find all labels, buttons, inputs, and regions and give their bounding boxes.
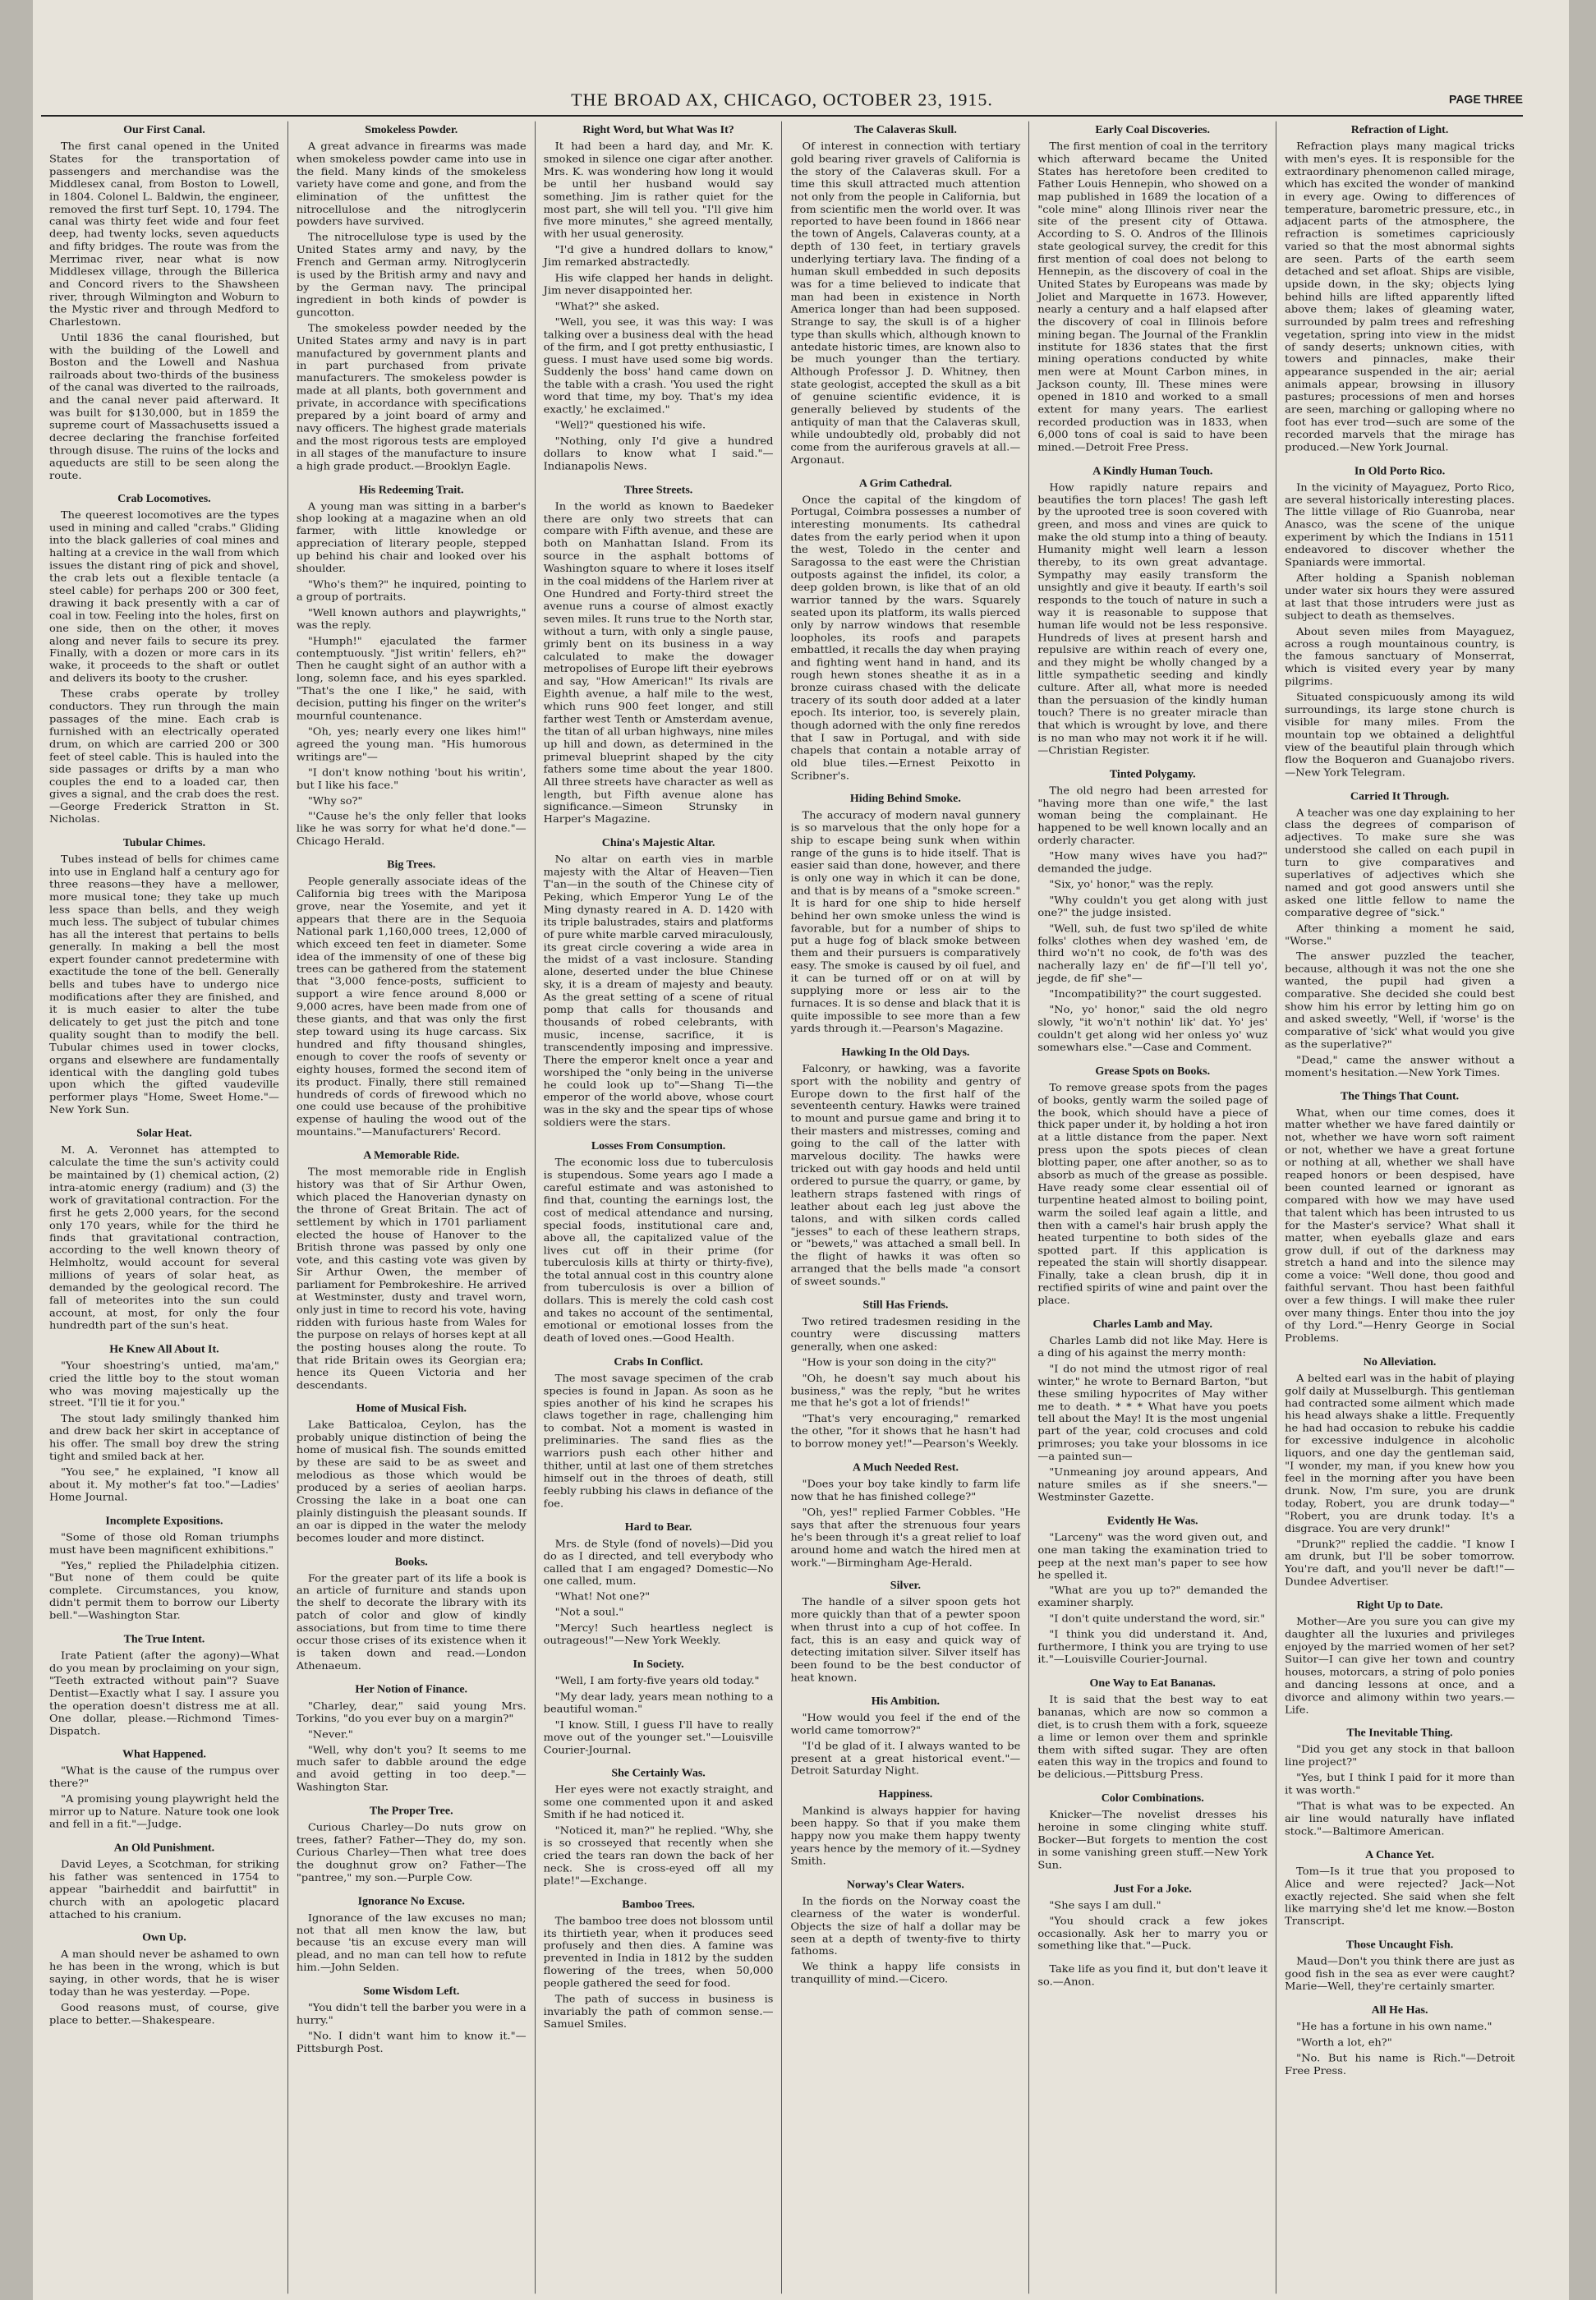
article-paragraph: "What! Not one?" bbox=[554, 1591, 651, 1603]
article bbox=[1037, 1318, 1267, 1504]
article bbox=[790, 794, 1020, 1036]
article-headline: A Chance Yet. bbox=[1365, 1849, 1434, 1861]
article-paragraph: A teacher was one day explaining to her class the degrees of comparison of adjectives. To make sure she was understood she called on each pupil in turn to give comparatives and superlatives of adjectives which she named and got good answers until she asked one little fellow to name the comparative degree of "sick." bbox=[1285, 807, 1515, 919]
article-paragraph: "Yes," replied the Philadelphia citizen. "But none of them could be quite complete. Circumstances, you know, didn't permit them to borrow our Liberty bell."—Washington Star. bbox=[49, 1560, 279, 1622]
article bbox=[49, 1516, 279, 1623]
article-paragraph: "Your shoestring's untied, ma'am," cried the little boy to the stout woman who was moving majestically up the street. "I'll tie it for you." bbox=[49, 1359, 279, 1410]
article-headline: She Certainly Was. bbox=[611, 1768, 706, 1780]
article bbox=[1285, 1849, 1515, 1928]
article-paragraph: Mother—Are you sure you can give my daughter all the luxuries and privileges enjoyed by the married women of her set? Suitor—I can give her town and country houses, motorcars, a string of polo ponies and dancing lessons at once, and a divorce and alimony within two years.—Life. bbox=[1285, 1616, 1515, 1716]
article-paragraph: "Mercy! Such heartless neglect is outrageous!"—New York Weekly. bbox=[543, 1622, 774, 1648]
article-paragraph: "How is your son doing in the city?" bbox=[802, 1356, 996, 1369]
article-paragraph: Knicker—The novelist dresses his heroine in some clinging white stuff. Bocker—But forgets to mention the cost in some vanishing green stuff.—New York Sun. bbox=[1037, 1809, 1268, 1872]
article-paragraph: "What are you up to?" demanded the examiner sharply. bbox=[1037, 1585, 1268, 1610]
article-paragraph: It had been a hard day, and Mr. K. smoked in silence one cigar after another. Mrs. K. was wondering how long it would be until her husband would say something. Jim is rather quiet for the most part, she will tell you. "I'll give him five more minutes," she agreed mentally, with her usual generosity. bbox=[543, 140, 774, 241]
article-headline: The Inevitable Thing. bbox=[1346, 1727, 1453, 1740]
article-headline: In Old Porto Rico. bbox=[1354, 465, 1446, 477]
article-headline: A Grim Cathedral. bbox=[858, 477, 952, 490]
article bbox=[544, 838, 774, 1130]
article-headline: Our First Canal. bbox=[123, 124, 205, 136]
article bbox=[1037, 1065, 1267, 1308]
article-headline: China's Majestic Altar. bbox=[601, 837, 715, 849]
article-headline: Hawking In the Old Days. bbox=[841, 1046, 970, 1059]
article-headline: Silver. bbox=[890, 1580, 921, 1593]
newspaper-column-6 bbox=[1276, 122, 1523, 2294]
article bbox=[544, 1658, 774, 1756]
newspaper-column-1 bbox=[41, 122, 287, 2294]
article-paragraph: "You see," he explained, "I know all about it. My mother's fat too."—Ladies' Home Journal. bbox=[49, 1466, 279, 1504]
article-paragraph: We think a happy life consists in tranquillity of mind.—Cicero. bbox=[790, 1962, 1021, 1986]
article bbox=[790, 1462, 1020, 1570]
article-paragraph: "Well, why don't you? It seems to me much safer to dabble around the edge and avoid getting in too deep."—Washington Star. bbox=[296, 1744, 527, 1794]
article-paragraph: "I'd give a hundred dollars to know," Jim remarked abstractedly. bbox=[543, 244, 774, 269]
article-headline: Books. bbox=[394, 1556, 428, 1568]
article-headline: His Ambition. bbox=[871, 1695, 941, 1708]
article-paragraph: Refraction plays many magical tricks with men's eyes. It is responsible for the extraordinary phenomenon called mirage, which has excited the wonder of mankind in every age. Owing to differences of temperature, barometric pressure, etc., in adjacent parts of the atmosphere, the refraction is sometimes capriciously varied so that the most abnormal sights are seen. Parts of the earth seem detached and set afloat. Ships are visible, upside down, in the sky; objects lying behind hills are lifted apparently lifted above them; lakes of gleaming water, surrounded by palm trees and refreshing vegetation, spring into view in the midst of sandy deserts; unknown cities, with towers and pinnacles, make their appearance suspended in the air; aerial animals appear, browsing in illusory pastures; processions of men and horses are seen, marching or galloping where no foot has ever trod—such are some of the recorded marvels that the mirage has produced.—New York Journal. bbox=[1285, 140, 1515, 454]
article-headline: Own Up. bbox=[142, 1932, 186, 1945]
article-paragraph: Tubes instead of bells for chimes came into use in England half a century ago for three reasons—they have a mellower, more musical tone; they take up much less space than bells, and they weigh much less. The subject of tubular chimes has all the interest that pertains to bells generally. In making a bell the most expert founder cannot predetermine with exactitude the tone of the bell. Generally bells and tubes have to undergo nice modifications after they are finished, and it is much easier to alter the tube delicately to get just the pitch and tone quality sought than to modify the bell. Tubular chimes used in tower clocks, organs and elsewhere are fundamentally identical with the dangling gold tubes upon which the gifted vaudeville performer plays "Home, Sweet Home."—New York Sun. bbox=[49, 853, 279, 1117]
article-paragraph: "Well known authors and playwrights," was the reply. bbox=[296, 607, 527, 632]
article bbox=[544, 484, 774, 826]
article-paragraph: "She says I am dull." bbox=[1049, 1899, 1161, 1912]
article-paragraph: These crabs operate by trolley conductors. They run through the main passages of the mine. Each crab is furnished with an electrically operated drum, on which are carried 200 or 300 feet of steel cable. This is hauled into the side passages or drifts by a man who couples the end to a loaded car, then gives a signal, and the crab does the rest.—George Frederick Stratton in St. Nicholas. bbox=[49, 688, 279, 826]
article-paragraph: "You didn't tell the barber you were in a hurry." bbox=[296, 2002, 527, 2027]
article bbox=[49, 1344, 279, 1505]
article bbox=[1285, 1356, 1515, 1589]
article-paragraph: To remove grease spots from the pages of books, gently warm the soiled page of the book, which should have a piece of thick paper under it, by holding a hot iron at a little distance from the paper. Next press upon the spots pieces of clean blotting paper, one after another, so as to absorb as much of the grease as possible. Have ready some clear essential oil of turpentine heated almost to boiling point, warm the soiled leaf again a little, and then with a camel's hair brush apply the heated turpentine to both sides of the spotted part. If this application is repeated the stain will shortly disappear. Finally, take a clean brush, dip it in rectified spirits of wine and paint over the place. bbox=[1037, 1082, 1268, 1307]
article-paragraph: The smokeless powder needed by the United States army and navy is in part manufactured by government plants and in part purchased from private manufacturers. The smokeless powder is made at all plants, both government and private, in accordance with specifications prepared by a joint board of army and navy officers. The highest grade materials and the most rigorous tests are employed in all stages of the manufacture to insure a high grade product.—Brooklyn Eagle. bbox=[296, 322, 527, 473]
article-paragraph: In the vicinity of Mayaguez, Porto Rico, are several historically interesting places. The little village of Rio Guanroba, near Anasco, was the scene of the unique experiment by which the Indians in 1511 endeavored to discover whether the Spaniards were immortal. bbox=[1285, 481, 1515, 569]
article-headline: Grease Spots on Books. bbox=[1095, 1065, 1211, 1078]
article-paragraph: Ignorance of the law excuses no man; not that all men know the law, but because 'tis an excuse every man will plead, and no man can tell how to refute him.—John Selden. bbox=[296, 1911, 527, 1975]
article-headline: Refraction of Light. bbox=[1350, 124, 1449, 136]
article-headline: Some Wisdom Left. bbox=[363, 1985, 460, 1998]
article bbox=[49, 1933, 279, 2027]
article bbox=[544, 1899, 774, 2031]
article bbox=[297, 1403, 527, 1545]
article bbox=[1037, 1677, 1267, 1782]
article-paragraph: "No, yo' honor," said the old negro slowly, "it wo'n't nothin' lik' dat. Yo' jes' couldn't get along wid her onless yo' wuz somewhars else."—Case and Comment. bbox=[1037, 1004, 1268, 1054]
article bbox=[49, 1634, 279, 1738]
article-headline: Incomplete Expositions. bbox=[105, 1515, 223, 1528]
article-paragraph: "My dear lady, years mean nothing to a beautiful woman." bbox=[543, 1690, 774, 1716]
article-paragraph: Maud—Don't you think there are just as good fish in the sea as ever were caught? Marie—Well, they're certainly smarter. bbox=[1285, 1956, 1515, 1994]
page-number-label: PAGE THREE bbox=[1449, 93, 1523, 106]
article bbox=[1037, 1793, 1267, 1872]
article-paragraph: "Well, I am forty-five years old today." bbox=[554, 1675, 760, 1687]
article-paragraph: What, when our time comes, does it matter whether we have fared daintily or not, whether we have worn soft raiment or not, whether we have a great fortune or nothing at all, whether we shall have reaped honors or been despised, have been counted learned or ignorant as compared with how we may have used that talent which has been intrusted to us for the Master's service? What shall it matter, when eyeballs glaze and ears grow dull, if out of the darkness may stretch a hand and into the silence may come a voice: "Well done, thou good and faithful servant. Thou hast been faithful over a few things. I will make thee ruler over many things. Enter thou into the joy of thy Lord."—Henry George in Social Problems. bbox=[1285, 1106, 1515, 1345]
article-headline: The Things That Count. bbox=[1340, 1090, 1460, 1103]
article-paragraph: In the world as known to Baedeker there are only two streets that can compare with Fifth avenue, and these are both on Manhattan Island. From its source in the asphalt bottoms of Washington square to where it loses itself in the coal middens of the Harlem river at One Hundred and Forty-third street the avenue runs a course of almost exactly seven miles. It runs true to the North star, without a turn, with only a single pause, grimly bent on its business in a way calculated to make the dowager metropolises of Europe lift their eyebrows and say, "How American!" Its rivals are Eighth avenue, a half mile to the west, which runs 900 feet longer, and still farther west Tenth or Amsterdam avenue, the titan of all urban highways, nine miles up hill and down, as determined in the primeval blueprint shaped by the city fathers some time about the year 1800. All three streets have character as well as length, but Fifth avenue alone has significance.—Simeon Strunsky in Harper's Magazine. bbox=[543, 500, 774, 826]
article-headline: Smokeless Powder. bbox=[365, 124, 458, 136]
article-headline: Tinted Polygamy. bbox=[1109, 768, 1196, 780]
article-headline: A Memorable Ride. bbox=[363, 1150, 460, 1162]
article-headline: In Society. bbox=[632, 1658, 684, 1671]
article bbox=[297, 1556, 527, 1672]
article-paragraph: "Humph!" ejaculated the farmer contemptuously. "Jist writin' fellers, eh?" Then he caught sight of an author with a long, solemn face, and his eyes sparkled. "That's the one I like," he said, with decision, putting his finger on the writer's mournful countenance. bbox=[296, 635, 527, 723]
article-paragraph: "Why couldn't you get along with just one?" the judge insisted. bbox=[1037, 895, 1268, 919]
article bbox=[297, 1150, 527, 1392]
article bbox=[1037, 1883, 1267, 1953]
article-paragraph: The bamboo tree does not blossom until its thirtieth year, when it produces seed profusely and then dies. A famine was prevented in India in 1812 by the sudden flowering of the trees, when 50,000 people gathered the seed for food. bbox=[543, 1915, 774, 1990]
article bbox=[297, 1806, 527, 1884]
article-headline: The Calaveras Skull. bbox=[853, 124, 957, 136]
article bbox=[1037, 1516, 1267, 1667]
article-paragraph: Good reasons must, of course, give place to better.—Shakespeare. bbox=[49, 2002, 279, 2027]
article-paragraph: "Larceny" was the word given out, and one man taking the examination tried to peep at the next man's paper to see how he spelled it. bbox=[1037, 1531, 1268, 1582]
article-paragraph: His wife clapped her hands in delight. Jim never disappointed her. bbox=[543, 272, 774, 297]
article-headline: His Redeeming Trait. bbox=[359, 484, 464, 496]
article-headline: An Old Punishment. bbox=[113, 1842, 215, 1855]
article-paragraph: "I know. Still, I guess I'll have to really move out of the younger set."—Louisville Courier-Journal. bbox=[543, 1718, 774, 1756]
article-headline: Early Coal Discoveries. bbox=[1095, 124, 1211, 136]
article-paragraph: "Oh, yes; nearly every one likes him!" agreed the young man. "His humorous writings are"— bbox=[296, 726, 527, 763]
article-headline: Ignorance No Excuse. bbox=[357, 1895, 465, 1908]
article bbox=[49, 837, 279, 1116]
article bbox=[1037, 769, 1267, 1055]
article-paragraph: "Does your boy take kindly to farm life now that he has finished college?" bbox=[790, 1478, 1021, 1503]
article-paragraph: "I don't quite understand the word, sir." bbox=[1049, 1613, 1266, 1626]
newspaper-column-5 bbox=[1028, 122, 1276, 2294]
article-paragraph: "What is the cause of the rumpus over there?" bbox=[49, 1765, 279, 1790]
article bbox=[1285, 125, 1515, 454]
article-headline: Those Uncaught Fish. bbox=[1345, 1939, 1454, 1952]
article bbox=[1037, 1964, 1267, 1990]
article-headline: Home of Musical Fish. bbox=[356, 1403, 467, 1415]
article-paragraph: "'Cause he's the only feller that looks like he was sorry for what he'd done."—Chicago Herald. bbox=[296, 811, 527, 848]
article-paragraph: "Noticed it, man?" he replied. "Why, she is so crosseyed that recently when she cried the tears ran down the back of her neck. She is cross-eyed off all my plate!"—Exchange. bbox=[543, 1824, 774, 1888]
article-paragraph: "How many wives have you had?" demanded the judge. bbox=[1037, 850, 1268, 876]
article-paragraph: Mankind is always happier for having been happy. So that if you make them happy now you make them happy twenty years hence by the memory of it.—Sydney Smith. bbox=[790, 1806, 1021, 1868]
article-paragraph: Until 1836 the canal flourished, but with the building of the Lowell and Boston and the Lowell and Nashua railroads about two-thirds of the business of the canal was diverted to the railroads, and the canal never paid afterward. It was built for $130,000, but in 1859 the supreme court of Massachusetts issued a decree declaring the franchise forfeited through disuse. The ruins of the locks and aqueducts are still to be seen along the route. bbox=[49, 332, 279, 482]
article bbox=[790, 1879, 1020, 1987]
article-headline: Color Combinations. bbox=[1101, 1792, 1204, 1806]
article-paragraph: Take life as you find it, but don't leave it so.—Anon. bbox=[1037, 1963, 1268, 1989]
article-paragraph: "Not a soul." bbox=[554, 1607, 624, 1619]
article-paragraph: "Nothing, only I'd give a hundred dollars to know what I said."—Indianapolis News. bbox=[543, 435, 774, 473]
article bbox=[790, 1580, 1020, 1685]
article-headline: Charles Lamb and May. bbox=[1092, 1318, 1212, 1331]
article-paragraph: The old negro had been arrested for "having more than one wife," the last woman being the complainant. He happened to be well known locally and an orderly character. bbox=[1037, 784, 1268, 848]
article-paragraph: The handle of a silver spoon gets hot more quickly than that of a pewter spoon when thrust into a cup of hot coffee. In fact, this is an easy and quick way of detecting imitation silver. Silver itself has been found to be the best conductor of heat known. bbox=[790, 1597, 1021, 1685]
article-paragraph: "He has a fortune in his own name." bbox=[1296, 2021, 1493, 2033]
article bbox=[790, 1046, 1020, 1289]
article-paragraph: "Six, yo' honor," was the reply. bbox=[1049, 879, 1214, 891]
newspaper-columns bbox=[41, 122, 1523, 2294]
article bbox=[1285, 465, 1515, 779]
article-paragraph: "Unmeaning joy around appears, And nature smiles as if she sneers."—Westminster Gazette. bbox=[1037, 1466, 1268, 1504]
article bbox=[790, 125, 1020, 467]
article-paragraph: A belted earl was in the habit of playing golf daily at Musselburgh. This gentleman had contracted some ailment which made his head always shake a little. Frequently he had had occasion to rebuke his caddie for excessive indulgence in alcoholic liquors, and one day the gentleman said, "I wonder, my man, if you knew how you feel in the morning after you have been drunk. Now, I'm sure, you are drunk today, Robert, you are drunk today—" "Robert, you are drunk today. It's a disgrace. You are very drunk!" bbox=[1285, 1373, 1515, 1535]
article-headline: Right Word, but What Was It? bbox=[582, 124, 734, 136]
article-headline: The Proper Tree. bbox=[369, 1805, 453, 1818]
article bbox=[1285, 2004, 1515, 2077]
article bbox=[790, 1695, 1020, 1778]
article-paragraph: "I think you did understand it. And, furthermore, I think you are trying to use it."—Louisville Courier-Journal. bbox=[1037, 1629, 1268, 1667]
article-paragraph: In the fiords on the Norway coast the clearness of the water is wonderful. Objects the size of half a dollar may be seen at a depth of twenty-five to thirty fathoms. bbox=[790, 1895, 1021, 1958]
article bbox=[49, 1128, 279, 1332]
article-headline: A Kindly Human Touch. bbox=[1092, 465, 1213, 477]
article-paragraph: A man should never be ashamed to own he has been in the wrong, which is but saying, in other words, that he is wiser today than he was yesterday. —Pope. bbox=[49, 1948, 279, 1999]
article bbox=[297, 484, 527, 849]
article bbox=[297, 1684, 527, 1795]
article bbox=[790, 1789, 1020, 1868]
masthead bbox=[41, 88, 1523, 117]
article-paragraph: Two retired tradesmen residing in the country were discussing matters generally, when one asked: bbox=[790, 1316, 1021, 1354]
article-headline: Right Up to Date. bbox=[1356, 1599, 1443, 1612]
article-headline: All He Has. bbox=[1371, 2004, 1428, 2017]
article-paragraph: Charles Lamb did not like May. Here is a ding of his against the merry month: bbox=[1037, 1335, 1268, 1360]
article-paragraph: "Never." bbox=[307, 1728, 353, 1741]
article-paragraph: "No. But his name is Rich."—Detroit Free Press. bbox=[1285, 2052, 1515, 2077]
article-headline: A Much Needed Rest. bbox=[852, 1461, 959, 1474]
article-paragraph: Of interest in connection with tertiary gold bearing river gravels of California is the story of the Calaveras skull. For a time this skull attracted much attention not only from the people in California, but from scientific men the world over. It was reported to have been found in 1866 near the town of Angels, Calaveras county, at a depth of 130 feet, in tertiary gravels underlying tertiary lava. The finding of a human skull embedded in such deposits was for a time believed to indicate that man had been in existence in North America longer than had been supposed. Strange to say, the skull is of a higher type than skulls which, although known to antedate historic times, are known also to be much younger than the tertiary. Although Professor J. D. Whitney, then state geologist, accepted the skull as a bit of genuine scientific evidence, it is generally believed by students of the antiquity of man that the Calaveras skull, while undoubtedly old, probably did not come from the auriferous gravels at all.—Argonaut. bbox=[790, 140, 1021, 467]
article-paragraph: "Did you get any stock in that balloon line project?" bbox=[1285, 1744, 1515, 1769]
article-headline: The True Intent. bbox=[123, 1633, 205, 1646]
article bbox=[49, 494, 279, 826]
article-paragraph: Tom—Is it true that you proposed to Alice and were rejected? Jack—Not exactly rejected. She said when she felt like marrying she'd let me know.—Boston Transcript. bbox=[1285, 1865, 1515, 1928]
article-headline: Solar Heat. bbox=[136, 1128, 192, 1140]
article-paragraph: "Well, suh, de fust two sp'iled de white folks' clothes when dey washed 'em, de third wo'n't no cook, de fo'th was des nacherally lazy en' de fif'—I'll tell yo', jegde, de fif' she"— bbox=[1037, 922, 1268, 985]
article-paragraph: "A promising young playwright held the mirror up to Nature. Nature took one look and fell in a fit."—Judge. bbox=[49, 1793, 279, 1831]
article-headline: No Alleviation. bbox=[1363, 1355, 1437, 1368]
article-paragraph: No altar on earth vies in marble majesty with the Altar of Heaven—Tien T'an—in the south of the Chinese city of Peking, which Emperor Yung Le of the Ming dynasty reared in A. D. 1420 with its triple balustrades, stairs and platforms of pure white marble carved miraculously, its great circle covering a wide area in the midst of a vast inclosure. Standing alone, deserted under the blue Chinese sky, it is a dream of majesty and beauty. As the great setting of a scene of ritual pomp that calls for thousands and thousands of robed celebrants, with music, incense, sacrifice, it is transcendently imposing and impressive. There the emperor knelt once a year and worshiped the "only being in the universe he could look up to"—Shang Ti—the emperor of the world above, whose court was in the sky and the spear tips of whose soldiers were the stars. bbox=[543, 853, 774, 1129]
article bbox=[544, 1768, 774, 1888]
article-headline: Losses From Consumption. bbox=[591, 1140, 726, 1153]
article-headline: Carried It Through. bbox=[1350, 790, 1450, 803]
article bbox=[49, 125, 279, 483]
article bbox=[544, 1356, 774, 1511]
article-paragraph: "Worth a lot, eh?" bbox=[1296, 2036, 1392, 2049]
article bbox=[1285, 1600, 1515, 1717]
article-paragraph: The first canal opened in the United States for the transportation of passengers and merchandise was the Middlesex canal, from Boston to Lowell, in 1804. Colonel L. Baldwin, the engineer, removed the first turf Sept. 10, 1794. The canal was thirty feet wide and four feet deep, had twenty locks, seven aqueducts and fifty bridges. The route was from the Merrimac river, near what is now Middlesex village, through the Billerica and Concord rivers to the Shawsheen river, through Wilmington and Woburn to the Mystic river and through Medford to Charlestown. bbox=[49, 140, 279, 329]
article-paragraph: "Drunk?" replied the caddie. "I know I am drunk, but I'll be sober tomorrow. You're daft, and you'll never be daft!"—Dundee Advertiser. bbox=[1285, 1539, 1515, 1589]
article-paragraph: "Well, you see, it was this way: I was talking over a business deal with the head of the firm, and I got pretty enthusiastic, I guess. I must have used some big words. Suddenly the boss' hand came down on the table with a crash. 'You used the right word that time, my boy. That's my idea exactly,' he exclaimed." bbox=[543, 316, 774, 416]
article bbox=[49, 1749, 279, 1831]
article-paragraph: "I do not mind the utmost rigor of real winter," he wrote to Bernard Barton, "but these smiling hypocrites of May wither me to death. * * * What have you poets tell about the May! It is the most ungenial part of the year, cold crocuses and cold primroses; you take your blossoms in ice—a painted sun— bbox=[1037, 1363, 1268, 1463]
newspaper-page bbox=[33, 0, 1569, 2300]
article-paragraph: M. A. Veronnet has attempted to calculate the time the sun's activity could be maintained by (1) chemical action, (2) intra-atomic energy (radium) and (3) the work of gravitational contraction. For the first he gets 2,000 years, for the second only 170 years, while for the third he finds that gravitational contraction, according to the well known theory of Helmholtz, would account for several millions of years of solar heat, as demanded by the geological record. The fall of meteorites into the sun could account, at most, for only the four hundredth part of the sun's heat. bbox=[49, 1144, 279, 1332]
article-paragraph: "Oh, yes!" replied Farmer Cobbles. "He says that after the strenuous four years he's been through it's a great relief to loaf around home and watch the hired men at work."—Birmingham Age-Herald. bbox=[790, 1506, 1021, 1569]
article bbox=[297, 1986, 527, 2056]
article-headline: Crab Locomotives. bbox=[117, 493, 211, 506]
article-headline: What Happened. bbox=[122, 1749, 206, 1761]
article-paragraph: "Incompatibility?" the court suggested. bbox=[1049, 988, 1263, 1000]
article bbox=[297, 1896, 527, 1975]
article-paragraph: Situated conspicuously among its wild surroundings, its large stone church is visible for many miles. From the mountain top we obtained a delightful view of the beautiful plain through which flow the Boqueron and Guanajobo rivers.—New York Telegram. bbox=[1285, 692, 1515, 779]
article-paragraph: Irate Patient (after the agony)—What do you mean by proclaiming on your sign, "Teeth extracted without pain"? Suave Dentist—Exactly what I say. I assure you the operation doesn't distress me at all. One dollar, please.—Richmond Times-Dispatch. bbox=[49, 1649, 279, 1737]
article-paragraph: "Who's them?" he inquired, pointing to a group of portraits. bbox=[296, 578, 527, 604]
article-paragraph: The answer puzzled the teacher, because, although it was not the one she wanted, the pupil had given a comparative. She decided she could best show him his error by letting him go on and asked sweetly, "Well, if 'worse' is the comparative of 'sick' what would you give as the superlative?" bbox=[1285, 950, 1515, 1051]
article-headline: Hiding Behind Smoke. bbox=[849, 794, 961, 806]
article-paragraph: "Dead," came the answer without a moment's hesitation.—New York Times. bbox=[1285, 1054, 1515, 1079]
article-headline: He Knew All About It. bbox=[109, 1343, 219, 1356]
article-paragraph: The first mention of coal in the territory which afterward became the United States has heretofore been credited to Father Louis Hennepin, who showed on a map published in 1689 the location of a "cole mine" along Illinois river near the site of the present city of Ottawa. According to S. O. Andros of the Illinois state geological survey, the credit for this first mention of coal does not belong to Hennepin, as the discovery of coal in the United States by Europeans was made by Joliet and Marquette in 1673. However, nearly a century and a half elapsed after the discovery of coal in Illinois before mining began. The Journal of the Franklin institute for 1836 states that the first mining operations conducted by white men were at Mount Carbon mines, in Jackson county, Ill. These mines were opened in 1810 and worked to a small extent for many years. The earliest recorded production was in 1833, when 6,000 tons of coal is said to have been mined.—Detroit Free Press. bbox=[1037, 140, 1268, 454]
article-headline: Her Notion of Finance. bbox=[355, 1683, 468, 1696]
article-headline: Happiness. bbox=[878, 1788, 933, 1801]
article bbox=[790, 478, 1020, 783]
article bbox=[297, 125, 527, 473]
newspaper-column-4 bbox=[781, 122, 1028, 2294]
article-paragraph: A great advance in firearms was made when smokeless powder came into use in the field. Many kinds of the smokeless variety have come and gone, and from the elimination of the unfittest the nitrocellulose and the nitroglycerin powders have survived. bbox=[296, 140, 527, 228]
article-paragraph: "Oh, he doesn't say much about his business," was the reply, "but he writes me that he's got a lot of friends!" bbox=[790, 1373, 1021, 1410]
article-paragraph: The queerest locomotives are the types used in mining and called "crabs." Gliding into the black galleries of coal mines and halting at a crevice in the wall from which issues the distant ring of pick and shovel, the crab lets out a flexible tentacle (a steel cable) for perhaps 200 or 300 feet, drawing it back presently with a car of coal in tow. Feeling into the holes, first on one side, then on the other, it moves along and never fails to secure its prey. Finally, with a dozen or more cars in its wake, it proceeds to the shaft or outlet and delivers its booty to the crusher. bbox=[49, 509, 279, 685]
article-paragraph: "I'd be glad of it. I always wanted to be present at a great historical event."—Detroit Saturday Night. bbox=[790, 1740, 1021, 1778]
article-paragraph: "That is what was to be expected. An air line would naturally have inflated stock."—Baltimore American. bbox=[1285, 1801, 1515, 1838]
article bbox=[544, 1141, 774, 1346]
article-paragraph: The nitrocellulose type is used by the United States army and navy, by the French and German army. Nitroglycerin is used by the British army and navy and by the German navy. The principal ingredient in both kinds of powder is guncotton. bbox=[296, 232, 527, 320]
article-paragraph: Curious Charley—Do nuts grow on trees, father? Father—They do, my son. Curious Charley—Then what tree does the doughnut grow on? Father—The "pantree," my son.—Purple Cow. bbox=[296, 1822, 527, 1884]
article-paragraph: The path of success in business is invariably the path of common sense.—Samuel Smiles. bbox=[543, 1994, 774, 2031]
article-headline: One Way to Eat Bananas. bbox=[1089, 1677, 1216, 1690]
article-paragraph: For the greater part of its life a book is an article of furniture and stands upon the shelf to decorate the library with its patch of color and glow of kindly associations, but from time to time there occur those crises of its existence when it is taken down and read.—London Athenaeum. bbox=[296, 1572, 527, 1672]
newspaper-column-3 bbox=[535, 122, 782, 2294]
article bbox=[544, 125, 774, 473]
article bbox=[1285, 1939, 1515, 1994]
article-paragraph: The most savage specimen of the crab species is found in Japan. As soon as he spies another of his kind he scrapes his claws together in rage, challenging him to combat. Not a moment is wasted in preliminaries. The sand flies as the warriors push each other hither and thither, until at last one of them stretches himself out in the throes of death, still feebly rubbing his claws in defiance of the foe. bbox=[543, 1373, 774, 1511]
article-paragraph: The economic loss due to tuberculosis is stupendous. Some years ago I made a careful estimate and was astonished to find that, counting the earnings lost, the cost of medical attendance and nursing, special foods, institutional care and, above all, the capitalized value of the lives cut off in their prime (for tuberculosis kills at thirty or thirty-five), the total annual cost in this country alone from tuberculosis is over a billion of dollars. This is merely the cold cash cost and takes no account of the sentimental, emotional or emotional losses from the death of loved ones.—Good Health. bbox=[543, 1157, 774, 1345]
article-headline: Crabs In Conflict. bbox=[614, 1355, 703, 1368]
newspaper-column-2 bbox=[287, 122, 535, 2294]
article-paragraph: Falconry, or hawking, was a favorite sport with the nobility and gentry of Europe down to the first half of the seventeenth century. Hawks were trained to mount and pursue game and bring it to their masters and mistresses, coming and going to the call of the latter with marvelous docility. The hawks were tricked out with gay hoods and held until ordered to pursue the quarry, or game, by leathern straps fastened with rings of leather about each leg just above the talons, and with silken cords called "jesses" to each of these leathern straps, or "bewets," was attached a small bell. In the flight of hawks it was often so arranged that the bells made "a consort of sweet sounds." bbox=[790, 1063, 1021, 1288]
article-paragraph: The most memorable ride in English history was that of Sir Arthur Owen, which placed the Hanoverian dynasty on the throne of Great Britain. The act of settlement by which in 1701 parliament elected the house of Hanover to the British throne was passed by only one vote, and this casting vote was given by Sir Arthur Owen, the member of parliament for Pembrokeshire. He arrived at Westminster, dusty and travel worn, only just in time to record his vote, having ridden with furious haste from Wales for the purpose on relays of horses kept at all the posting houses along the route. To that ride Britain owes its Georgian era; hence its Queen Victoria and her descendants. bbox=[296, 1166, 527, 1392]
article-paragraph: A young man was sitting in a barber's shop looking at a magazine when an old farmer, with little knowledge or appreciation of literary people, stepped up behind his chair and looked over his shoulder. bbox=[296, 500, 527, 576]
article-paragraph: People generally associate ideas of the California big trees with the Mariposa grove, near the Yosemite, and yet it appears that there are in the Sequoia National park 1,160,000 trees, 12,000 of which exceed ten feet in diameter. Some idea of the immensity of one of these big trees can be gathered from the statement that "3,000 fence-posts, sufficient to support a wire fence around 8,000 or 9,000 acres, have been made from one of these giants, and that was only the first step toward using its huge carcass. Six hundred and fifty thousand shingles, enough to cover the roofs of seventy or eighty houses, formed the second item of its product. Finally, there still remained hundreds of cords of firewood which no one could use because of the prohibitive expense of hauling the wood out of the mountains."—Manufacturers' Record. bbox=[296, 876, 527, 1138]
article-paragraph: Mrs. de Style (fond of novels)—Did you do as I directed, and tell everybody who called that I am engaged? Domestic—No one called, mum. bbox=[543, 1538, 774, 1588]
article bbox=[1037, 125, 1267, 454]
article bbox=[1285, 1727, 1515, 1838]
article-paragraph: "I don't know nothing 'bout his writin', but I like his face." bbox=[296, 766, 527, 792]
page-content bbox=[33, 0, 1531, 2300]
article-paragraph: How rapidly nature repairs and beautifies the torn places! The gash left by the uprooted tree is soon covered with green, and moss and vines are quick to make the old stump into a thing of beauty. Humanity might well learn a lesson thereby, to its own great advantage. Sympathy may easily transform the unsightly and give it beauty. If earth's soil responds to the touch of nature in such a way it is reasonable to suppose that human life would not be less responsive. Hundreds of lives at present harsh and repulsive are within reach of every one, and they might be wholly changed by a little sympathetic seeding and kindly culture. After all, what more is needed than the persuasion of the kindly human touch? There is no greater miracle than that which is wrought by love, and there is no man who may not work it if he will.—Christian Register. bbox=[1037, 481, 1268, 757]
article-headline: Hard to Bear. bbox=[624, 1521, 692, 1534]
article-paragraph: The accuracy of modern naval gunnery is so marvelous that the only hope for a ship to escape being sunk when within range of the guns is to hide itself. That is easier said than done, however, and there is only one way in which it can be done, and that is by means of a "smoke screen." It is hard for one ship to hide herself behind her own smoke unless the wind is favorable, but for a number of ships to put a huge fog of black smoke between them and their pursuers is comparatively easy. The smoke is caused by oil fuel, and it can be turned off or on at will by supplying more or less air to the furnaces. It is so dense and black that it is quite impossible to see more than a few yards through it.—Pearson's Magazine. bbox=[790, 810, 1021, 1035]
article-headline: Bamboo Trees. bbox=[622, 1898, 695, 1911]
masthead-title: THE BROAD AX, CHICAGO, OCTOBER 23, 1915. bbox=[571, 90, 993, 110]
article-paragraph: Her eyes were not exactly straight, and some one commented upon it and asked Smith if he had noticed it. bbox=[543, 1784, 774, 1822]
article bbox=[790, 1300, 1020, 1451]
article-paragraph: It is said that the best way to eat bananas, which are now so common a diet, is to crush them with a fork, squeeze a lime or lemon over them and sprinkle them with sifted sugar. They are often eaten this way in the tropics and found to be delicious.—Pittsburg Press. bbox=[1037, 1694, 1268, 1782]
article-paragraph: The stout lady smilingly thanked him and drew back her skirt in acceptance of his offer. The small boy drew the string tight and smiled back at her. bbox=[49, 1413, 279, 1463]
article-paragraph: "Why so?" bbox=[307, 795, 363, 807]
article bbox=[544, 1521, 774, 1648]
article-paragraph: "Charley, dear," said young Mrs. Torkins, "do you ever buy on a margin?" bbox=[296, 1700, 527, 1725]
article-paragraph: After holding a Spanish nobleman under water six hours they were assured at last that those intruders were just as subject to death as themselves. bbox=[1285, 573, 1515, 623]
article bbox=[1037, 465, 1267, 757]
article-paragraph: After thinking a moment he said, "Worse." bbox=[1285, 922, 1515, 948]
article-headline: Just For a Joke. bbox=[1113, 1883, 1192, 1895]
article-paragraph: Lake Batticaloa, Ceylon, has the probably unique distinction of being the home of musical fish. The sounds emitted by these are said to be as sweet and melodious as those which would be produced by a series of aeolian harps. Crossing the lake in a boat one can plainly distinguish the pleasant sounds. If an oar is dipped in the water the melody becomes louder and more distinct. bbox=[296, 1419, 527, 1545]
article-headline: Big Trees. bbox=[387, 859, 436, 872]
article bbox=[49, 1842, 279, 1921]
article bbox=[1285, 1091, 1515, 1346]
article-paragraph: "What?" she asked. bbox=[554, 301, 660, 313]
article-paragraph: "How would you feel if the end of the world came tomorrow?" bbox=[790, 1712, 1021, 1737]
article-headline: Norway's Clear Waters. bbox=[846, 1879, 964, 1892]
article-headline: Evidently He Was. bbox=[1106, 1515, 1198, 1528]
article bbox=[297, 859, 527, 1138]
article-paragraph: Once the capital of the kingdom of Portugal, Coimbra possesses a number of interesting monuments. Its cathedral dates from the early period when it upon the west, Toledo in the center and Saragossa to the east were the Christian outposts against the infidel, its color, a deep golden brown, is like that of an old warrior tanned by the wars. Squarely seated upon its platform, its walls pierced only by narrow windows that resemble loopholes, its roofs and parapets embattled, it recalls the day when praying and fighting went hand in hand, and its rough hewn stones sheathe it as in a bronze cuirass chased with the delicate tracery of its south door added at a later epoch. Its interior, too, is severely plain, though adorned with the only fine reredos that I saw in Portugal, and with side chapels that contain a notable array of old blue tiles.—Ernest Peixotto in Scribner's. bbox=[790, 494, 1021, 782]
article-paragraph: "No. I didn't want him to know it."—Pittsburgh Post. bbox=[296, 2031, 527, 2055]
article-paragraph: David Leyes, a Scotchman, for striking his father was sentenced in 1754 to appear "bairheddit and bairfuttit" in church with an apologetic placard attached to his cranium. bbox=[49, 1858, 279, 1921]
article-headline: Tubular Chimes. bbox=[122, 837, 206, 849]
article-headline: Still Has Friends. bbox=[862, 1300, 949, 1312]
article bbox=[1285, 790, 1515, 1079]
article-headline: Three Streets. bbox=[623, 484, 693, 496]
article-paragraph: "That's very encouraging," remarked the other, "for it shows that he hasn't had to borrow money yet!"—Pearson's Weekly. bbox=[790, 1413, 1021, 1451]
article-paragraph: "Yes, but I think I paid for it more than it was worth." bbox=[1285, 1772, 1515, 1797]
article-paragraph: "Well?" questioned his wife. bbox=[554, 420, 706, 432]
article-paragraph: "You should crack a few jokes occasionally. Ask her to marry you or something like that."—Puck. bbox=[1037, 1915, 1268, 1953]
article-paragraph: About seven miles from Mayaguez, across a rough mountainous country, is the famous sanctuary of Monserrat, which is visited every year by many pilgrims. bbox=[1285, 625, 1515, 688]
article-paragraph: "Some of those old Roman triumphs must have been magnificent exhibitions." bbox=[49, 1531, 279, 1557]
